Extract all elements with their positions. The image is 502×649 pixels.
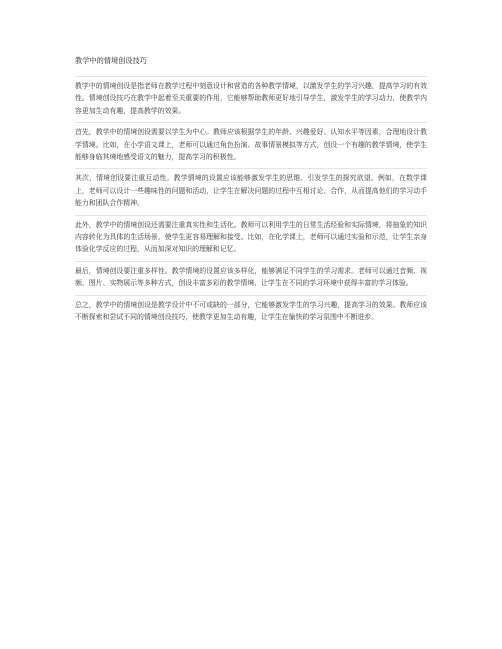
paragraph-fourth: 最后，情境创设要注重多样性。教学情境的设置应该多样化，能够满足不同学生的学习需求。老师可以通过音频、视频、图片、实物展示等多种方式，创设丰富多彩的教学情境，让学生在不同的学习环境中获得丰富的学习体验。 [75, 261, 427, 295]
paragraph-conclusion: 总之，教学中的情境创设是教学设计中不可或缺的一部分，它能够激发学生的学习兴趣，提高学习的效果。教师应该不断探索和尝试不同的情境创设技巧，使教学更加生动有趣，让学生在愉快的学习氛围中不断进步。 [75, 295, 427, 329]
document-page [75, 55, 427, 329]
paragraph-second: 其次，情境创设要注重互动性。教学情境的设置应该能够激发学生的思维、引发学生的探究欲望。例如，在数学课上，老师可以设计一些趣味性的问题和活动，让学生在解决问题的过程中互相讨论、合作，从而提高他们的学习动手能力和团队合作精神。 [75, 168, 427, 214]
document-title: 教学中的情境创设技巧 [75, 56, 147, 65]
paragraph-third: 此外，教学中的情境创设还需要注重真实性和生活化。教师可以利用学生的日常生活经验和实际情境，将抽象的知识内容转化为具体的生活场景，使学生更容易理解和接受。比如，在化学课上，老师可以通过实验和示范，让学生亲身体验化学反应的过程，从而加深对知识的理解和记忆。 [75, 215, 427, 261]
paragraph-intro: 教学中的情境创设是指老师在教学过程中刻意设计和营造的各种教学情境，以激发学生的学习兴趣，提高学习的有效性。情境创设技巧在教学中起着至关重要的作用，它能够帮助教师更好地引导学生，激发学生的学习动力，使教学内容更加生动有趣，提高教学的效果。 [75, 76, 427, 122]
paragraph-first: 首先，教学中的情境创设需要以学生为中心。教师应该根据学生的年龄、兴趣爱好、认知水平等因素，合理地设计教学情境。比如，在小学语文课上，老师可以通过角色扮演、故事情景模拟等方式，创设一个有趣的教学情境，使学生能够身临其境地感受语文的魅力，提高学习的积极性。 [75, 122, 427, 168]
